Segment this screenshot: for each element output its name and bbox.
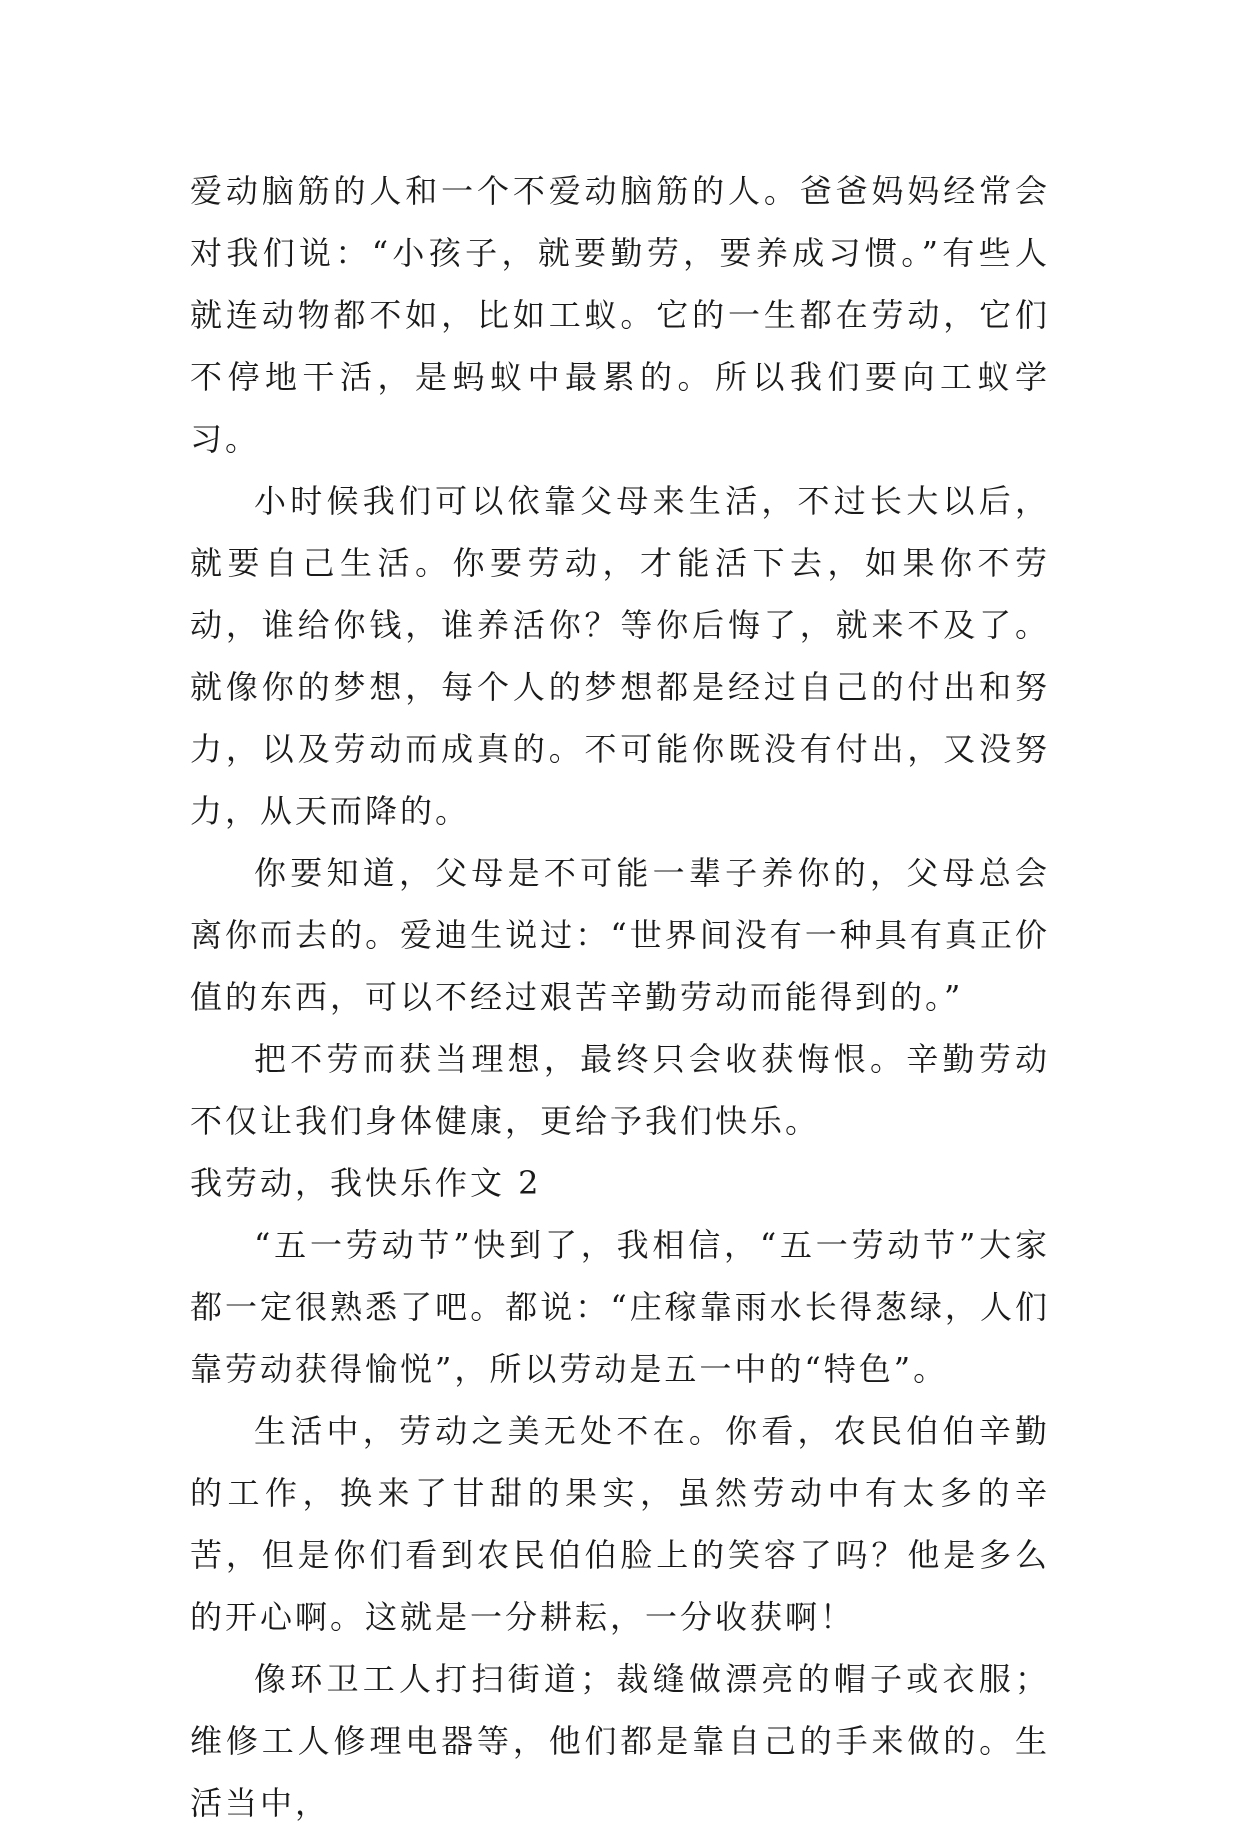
section-heading: 我劳动，我快乐作文 2 — [190, 1164, 542, 1202]
paragraph: 生活中，劳动之美无处不在。你看，农民伯伯辛勤的工作，换来了甘甜的果实，虽然劳动中有太多的辛苦，但是你们看到农民伯伯脸上的笑容了吗？他是多么的开心啊。这就是一分耕耘，一分收获啊！ — [190, 1412, 1050, 1636]
paragraph: “五一劳动节”快到了，我相信，“五一劳动节”大家都一定很熟悉了吧。都说：“庄稼靠雨水长得葱绿，人们靠劳动获得愉悦”，所以劳动是五一中的“特色”。 — [190, 1226, 1050, 1388]
paragraph: 你要知道，父母是不可能一辈子养你的，父母总会离你而去的。爱迪生说过：“世界间没有一种具有真正价值的东西，可以不经过艰苦辛勤劳动而能得到的。” — [190, 854, 1050, 1016]
paragraph: 像环卫工人打扫街道；裁缝做漂亮的帽子或衣服；维修工人修理电器等，他们都是靠自己的手来做的。生活当中， — [190, 1660, 1050, 1822]
document-body — [190, 160, 1050, 1834]
paragraph: 把不劳而获当理想，最终只会收获悔恨。辛勤劳动不仅让我们身体健康，更给予我们快乐。 — [190, 1040, 1050, 1140]
paragraph: 小时候我们可以依靠父母来生活，不过长大以后，就要自己生活。你要劳动，才能活下去，如果你不劳动，谁给你钱，谁养活你？等你后悔了，就来不及了。就像你的梦想，每个人的梦想都是经过自己的付出和努力，以及劳动而成真的。不可能你既没有付出，又没努力，从天而降的。 — [190, 482, 1050, 830]
paragraph: 爱动脑筋的人和一个不爱动脑筋的人。爸爸妈妈经常会对我们说：“小孩子，就要勤劳，要养成习惯。”有些人就连动物都不如，比如工蚁。它的一生都在劳动，它们不停地干活，是蚂蚁中最累的。所以我们要向工蚁学习。 — [190, 172, 1050, 458]
